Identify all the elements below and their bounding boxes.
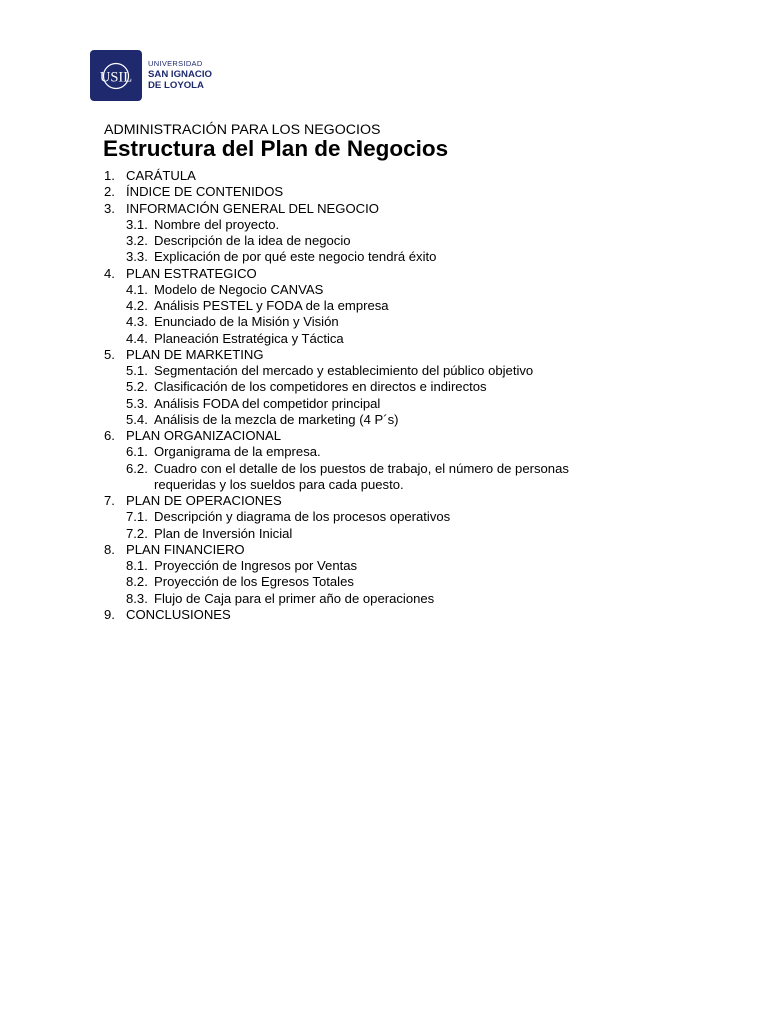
subsection-number: 8.2. <box>126 574 148 590</box>
subsection-item <box>104 282 569 298</box>
subsection-item <box>104 558 569 574</box>
outline-section <box>104 493 569 542</box>
subsection-number: 4.2. <box>126 298 148 313</box>
subsection-item <box>104 412 569 428</box>
subsection-item <box>104 217 569 233</box>
logo-emblem <box>90 50 142 101</box>
subsection-title-continuation: requeridas y los sueldos para cada puesto. <box>154 476 404 492</box>
section-heading <box>104 428 569 444</box>
course-name: ADMINISTRACIÓN PARA LOS NEGOCIOS <box>104 122 381 138</box>
subsection-text-block <box>154 314 339 330</box>
subsection-item <box>104 331 569 347</box>
section-heading <box>104 201 569 217</box>
subsection-title: Enunciado de la Misión y Visión <box>154 314 339 330</box>
outline-section <box>104 542 569 607</box>
subsection-number: 7.1. <box>126 509 148 525</box>
subsection-item <box>104 249 569 265</box>
subsection-item <box>104 574 569 590</box>
subsection-number: 8.3. <box>126 590 148 606</box>
subsection-number: 8.1. <box>126 558 148 573</box>
logo-monogram: USIL <box>99 69 133 85</box>
subsection-text-block <box>154 526 292 542</box>
outline-section <box>104 184 569 200</box>
section-heading <box>104 542 569 558</box>
subsection-title: Segmentación del mercado y establecimiento del público objetivo <box>154 363 534 378</box>
logo-line-3: DE LOYOLA <box>148 80 204 92</box>
outline-section <box>104 201 569 266</box>
subsection-number: 5.4. <box>126 411 148 427</box>
document-title: Estructura del Plan de Negocios <box>103 136 449 161</box>
subsection-text-block <box>154 331 344 347</box>
subsection-title: Modelo de Negocio CANVAS <box>154 281 324 297</box>
section-number: 5. <box>104 346 115 362</box>
subsection-number: 5.2. <box>126 379 148 395</box>
section-number: 1. <box>104 168 115 183</box>
subsection-item <box>104 461 569 494</box>
subsection-text-block <box>154 574 354 590</box>
subsection-text-block <box>154 298 389 314</box>
section-number: 6. <box>104 428 115 443</box>
subsection-item <box>104 233 569 249</box>
subsection-item <box>104 444 569 460</box>
section-title: INFORMACIÓN GENERAL DEL NEGOCIO <box>126 200 379 216</box>
logo-line-2: SAN IGNACIO <box>148 69 212 81</box>
subsection-text-block <box>154 509 450 525</box>
section-number: 7. <box>104 493 115 508</box>
subsection-number: 6.1. <box>126 444 148 460</box>
subsection-item <box>104 526 569 542</box>
subsection-text-block <box>154 444 321 460</box>
subsection-text-block <box>154 217 279 233</box>
subsection-number: 4.3. <box>126 314 148 330</box>
subsection-title: Descripción de la idea de negocio <box>154 233 351 248</box>
subsection-text-block <box>154 249 436 265</box>
section-heading <box>104 493 569 509</box>
logo-wordmark <box>148 60 212 92</box>
outline-section <box>104 168 569 184</box>
section-number: 8. <box>104 541 115 557</box>
subsection-text-block <box>154 282 323 298</box>
outline-section <box>104 347 569 428</box>
section-number: 2. <box>104 184 115 200</box>
outline-section <box>104 266 569 347</box>
subsection-item <box>104 509 569 525</box>
subsection-item <box>104 363 569 379</box>
usil-monogram-icon <box>94 56 138 96</box>
section-number: 9. <box>104 606 115 622</box>
subsection-number: 4.4. <box>126 330 148 346</box>
section-heading <box>104 347 569 363</box>
subsection-item <box>104 396 569 412</box>
subsection-title: Nombre del proyecto. <box>154 216 280 232</box>
subsection-item <box>104 314 569 330</box>
subsection-item <box>104 591 569 607</box>
subsection-text-block <box>154 379 487 395</box>
section-title: CARÁTULA <box>126 168 196 183</box>
subsection-title: Descripción y diagrama de los procesos operativos <box>154 509 451 525</box>
subsection-number: 4.1. <box>126 281 148 297</box>
section-title: PLAN ESTRATEGICO <box>126 265 257 281</box>
subsection-number: 5.1. <box>126 363 148 378</box>
section-heading <box>104 168 569 184</box>
section-title: PLAN DE MARKETING <box>126 346 264 362</box>
subsection-number: 3.3. <box>126 249 148 265</box>
subsection-title: Organigrama de la empresa. <box>154 444 321 460</box>
university-logo <box>90 50 212 101</box>
subsection-title: Plan de Inversión Inicial <box>154 525 293 541</box>
subsection-text-block <box>154 591 434 607</box>
subsection-number: 3.2. <box>126 233 148 248</box>
subsection-title: Flujo de Caja para el primer año de operaciones <box>154 590 435 606</box>
section-title: PLAN FINANCIERO <box>126 541 245 557</box>
section-heading <box>104 607 569 623</box>
subsection-title: Análisis FODA del competidor principal <box>154 395 381 411</box>
section-number: 3. <box>104 200 115 216</box>
outline-section <box>104 428 569 493</box>
subsection-text-block <box>154 412 399 428</box>
subsection-text-block <box>154 396 380 412</box>
section-title: CONCLUSIONES <box>126 606 231 622</box>
subsection-title: Explicación de por qué este negocio tendrá éxito <box>154 249 437 265</box>
subsection-number: 7.2. <box>126 525 148 541</box>
subsection-title: Proyección de Ingresos por Ventas <box>154 558 358 573</box>
section-title: PLAN DE OPERACIONES <box>126 493 282 508</box>
section-heading <box>104 184 569 200</box>
subsection-text-block <box>154 363 533 379</box>
section-title: ÍNDICE DE CONTENIDOS <box>126 184 284 200</box>
subsection-number: 6.2. <box>126 460 148 476</box>
logo-line-1: UNIVERSIDAD <box>148 58 203 68</box>
subsection-title: Clasificación de los competidores en directos e indirectos <box>154 379 487 395</box>
subsection-number: 5.3. <box>126 395 148 411</box>
subsection-number: 3.1. <box>126 216 148 232</box>
subsection-title: Cuadro con el detalle de los puestos de trabajo, el número de personas <box>154 460 569 476</box>
subsection-item <box>104 298 569 314</box>
subsection-text-block <box>154 461 569 494</box>
subsection-text-block <box>154 558 357 574</box>
subsection-item <box>104 379 569 395</box>
section-heading <box>104 266 569 282</box>
outline-section <box>104 607 569 623</box>
subsection-title: Planeación Estratégica y Táctica <box>154 330 344 346</box>
outline-list <box>104 168 569 623</box>
subsection-text-block <box>154 233 351 249</box>
subsection-title: Análisis de la mezcla de marketing (4 P´s) <box>154 411 399 427</box>
subsection-title: Proyección de los Egresos Totales <box>154 574 354 590</box>
section-title: PLAN ORGANIZACIONAL <box>126 428 281 443</box>
subsection-title: Análisis PESTEL y FODA de la empresa <box>154 298 389 313</box>
section-number: 4. <box>104 265 115 281</box>
